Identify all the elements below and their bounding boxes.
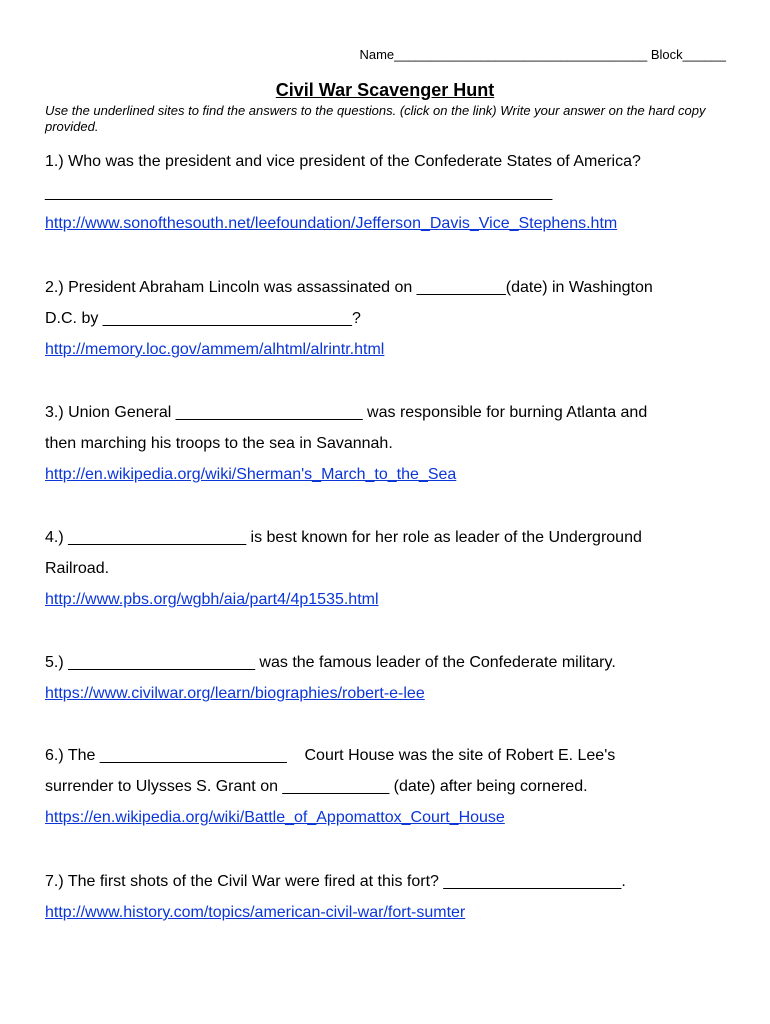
question-4-text: 4.) ____________________ is best known for her role as leader of the Underground — [45, 529, 642, 546]
question-1-answer-line: _________________________________________________________ — [45, 184, 553, 201]
name-block-line: Name___________________________________ Block______ — [359, 47, 726, 62]
question-7 — [45, 866, 735, 928]
question-3-link[interactable]: http://en.wikipedia.org/wiki/Sherman's_March_to_the_Sea — [45, 466, 457, 483]
question-6-link[interactable]: https://en.wikipedia.org/wiki/Battle_of_Appomattox_Court_House — [45, 809, 505, 826]
question-1-link[interactable]: http://www.sonofthesouth.net/leefoundation/Jefferson_Davis_Vice_Stephens.htm — [45, 215, 618, 232]
question-2 — [45, 272, 735, 365]
question-2-text-cont: D.C. by ____________________________? — [45, 310, 361, 327]
question-5-text: 5.) _____________________ was the famous leader of the Confederate military. — [45, 654, 616, 671]
page-title: Civil War Scavenger Hunt — [275, 80, 495, 100]
question-7-link[interactable]: http://www.history.com/topics/american-civil-war/fort-sumter — [45, 904, 466, 921]
question-3 — [45, 397, 735, 490]
question-7-text: 7.) The first shots of the Civil War were fired at this fort? ____________________. — [45, 873, 626, 890]
question-1-text: 1.) Who was the president and vice president of the Confederate States of America? — [45, 153, 641, 170]
question-3-text: 3.) Union General _____________________ was responsible for burning Atlanta and — [45, 404, 648, 421]
question-1 — [45, 146, 735, 239]
question-2-text: 2.) President Abraham Lincoln was assassinated on __________(date) in Washington — [45, 279, 653, 296]
instructions-text: Use the underlined sites to find the answers to the questions. (click on the link) Write your answer on the hard copy provided. — [45, 103, 706, 134]
question-3-text-cont: then marching his troops to the sea in Savannah. — [45, 435, 393, 452]
question-5 — [45, 647, 735, 709]
question-6-text-cont: surrender to Ulysses S. Grant on ____________ (date) after being cornered. — [45, 778, 588, 795]
question-6 — [45, 740, 735, 833]
question-4 — [45, 522, 735, 615]
question-6-text: 6.) The _____________________ Court House was the site of Robert E. Lee's — [45, 747, 616, 764]
question-5-link[interactable]: https://www.civilwar.org/learn/biographies/robert-e-lee — [45, 685, 425, 702]
question-4-link[interactable]: http://www.pbs.org/wgbh/aia/part4/4p1535.html — [45, 591, 379, 608]
question-4-text-cont: Railroad. — [45, 560, 110, 577]
question-2-link[interactable]: http://memory.loc.gov/ammem/alhtml/alrintr.html — [45, 341, 385, 358]
